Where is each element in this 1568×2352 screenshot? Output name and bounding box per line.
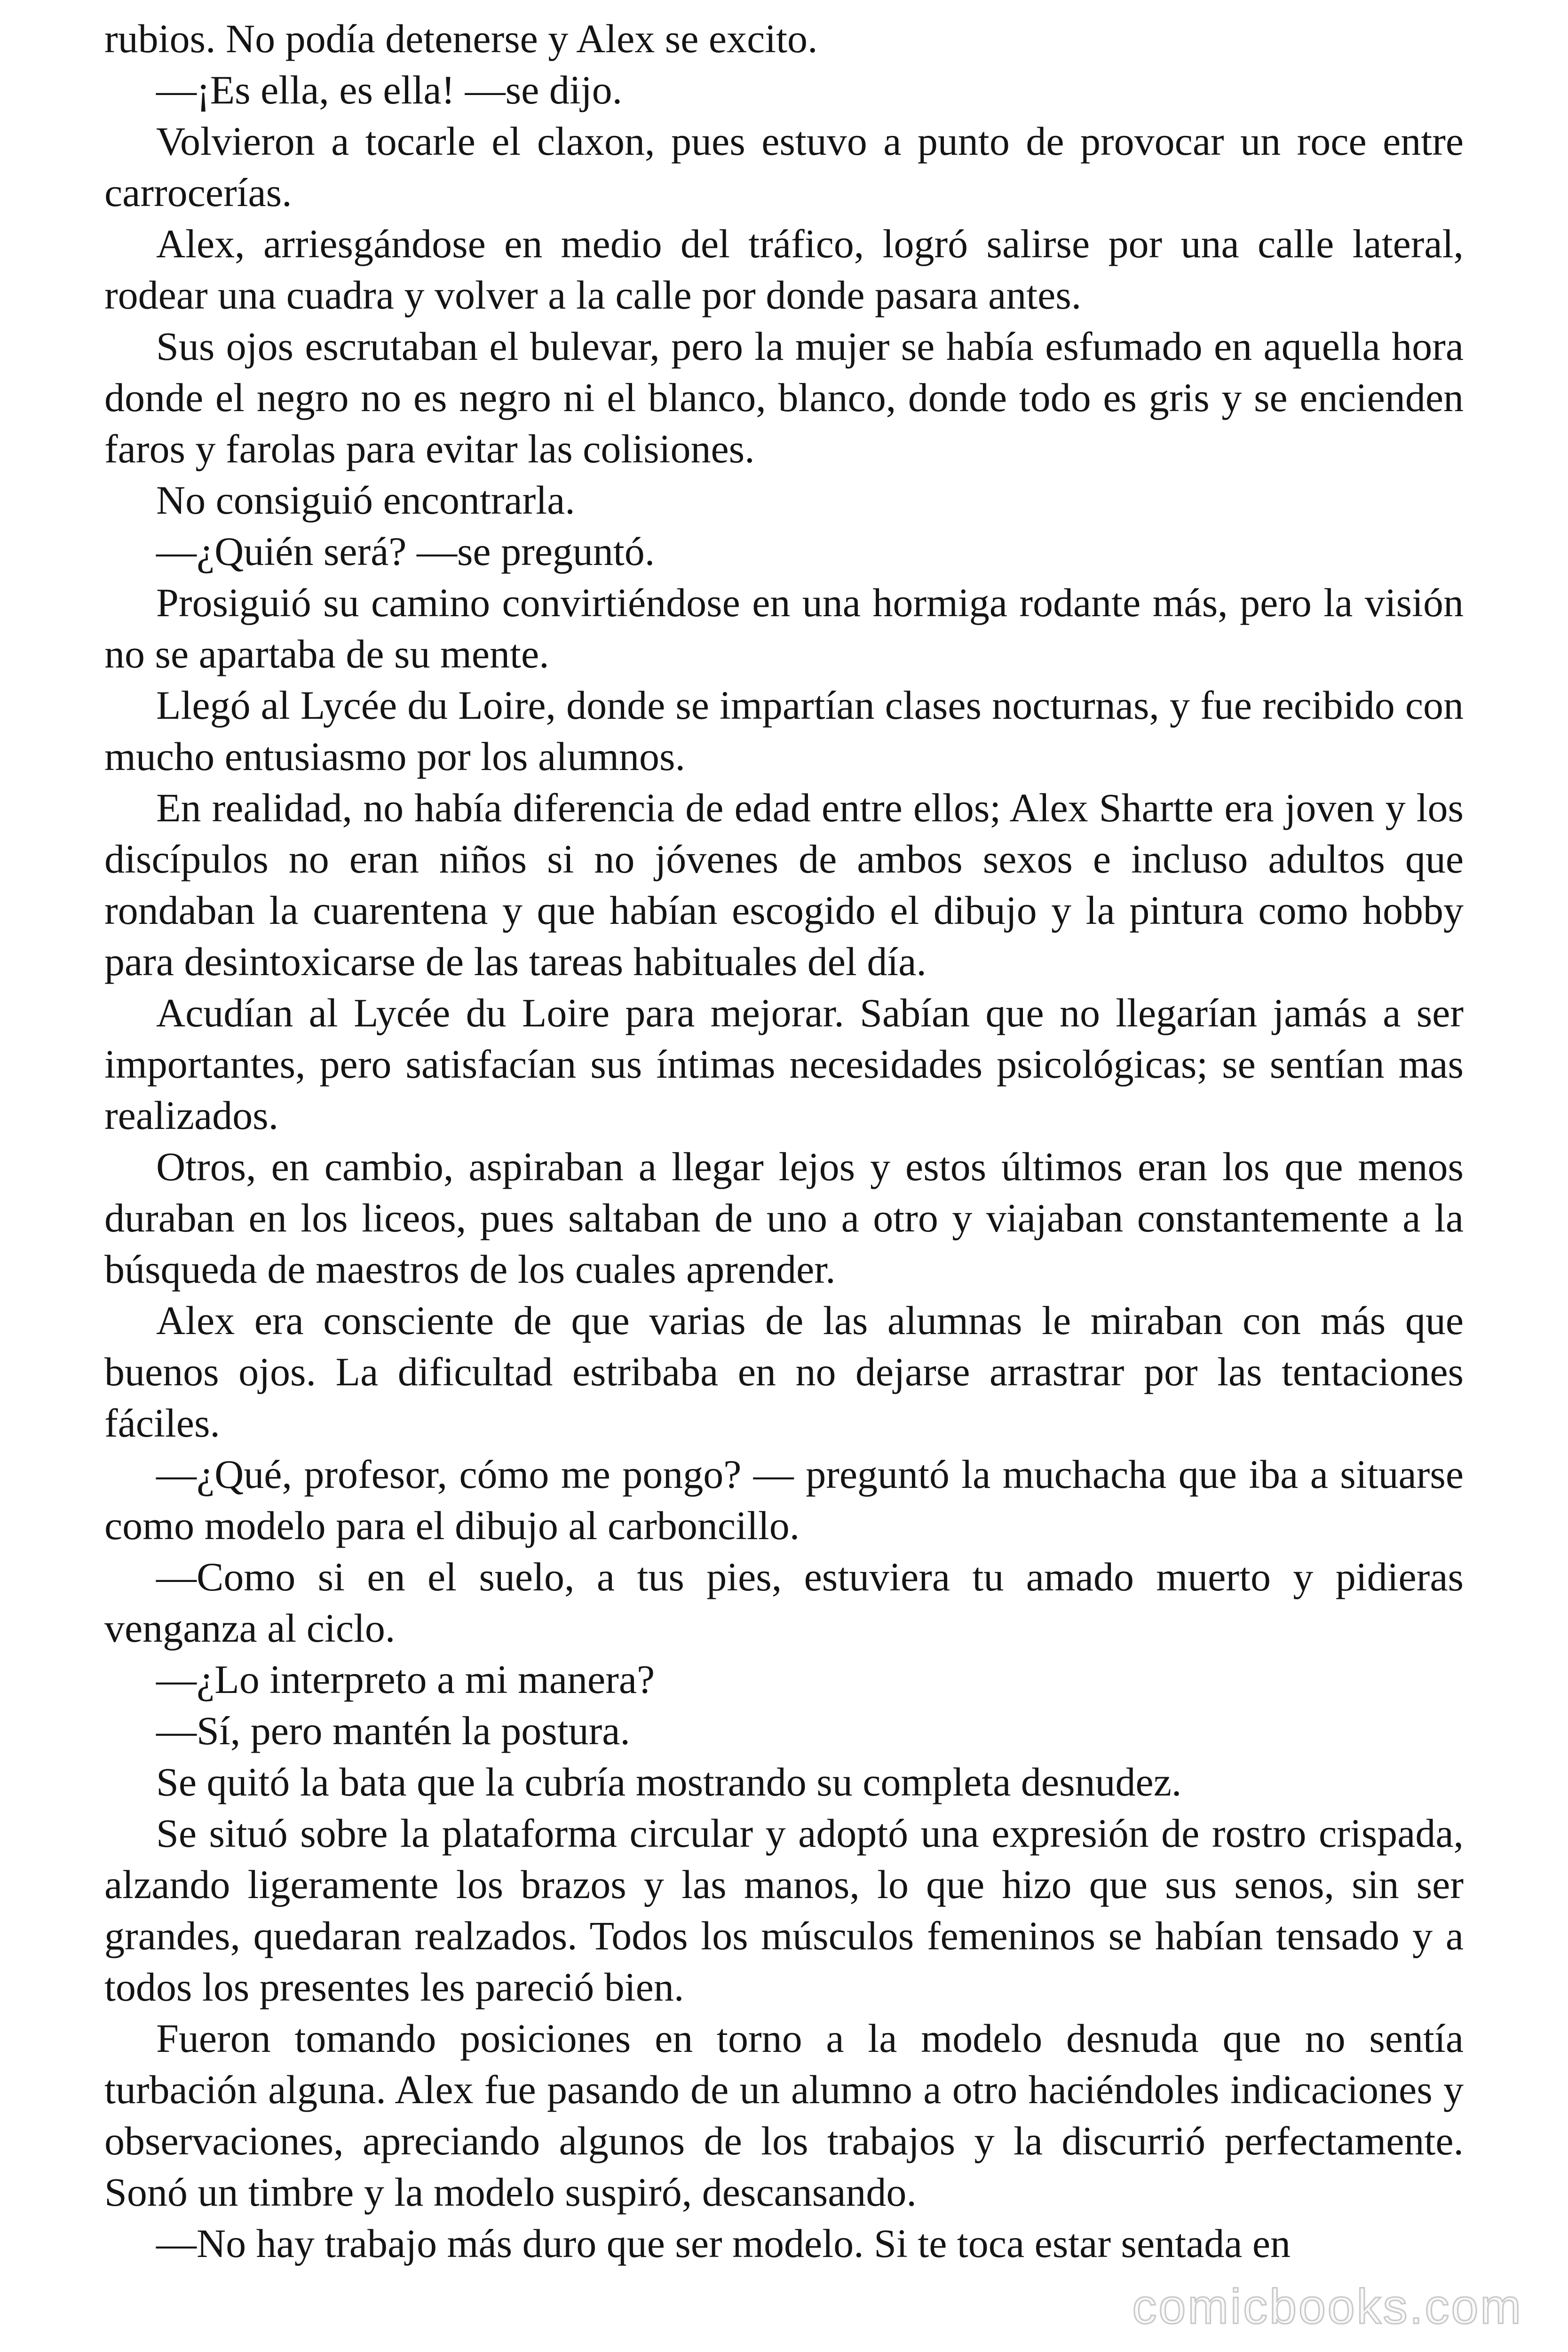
paragraph-dialogue: —Sí, pero mantén la postura. [156,1708,630,1753]
paragraph: Alex, arriesgándose en medio del tráfico, logró salirse por una calle lateral, rodear una cuadra y volver a la calle por donde pasara antes. [104,221,1464,318]
paragraph: Otros, en cambio, aspiraban a llegar lejos y estos últimos eran los que menos duraban en los liceos, pues saltaban de uno a otro y viajaban constantemente a la búsqueda de maestros de los cuales aprender. [104,1144,1464,1292]
paragraph: Llegó al Lycée du Loire, donde se impartían clases nocturnas, y fue recibido con mucho entusiasmo por los alumnos. [104,683,1464,779]
paragraph: Volvieron a tocarle el claxon, pues estuvo a punto de provocar un roce entre carrocerías. [104,119,1464,215]
paragraph-continued: rubios. No podía detenerse y Alex se excito. [104,16,818,61]
paragraph-dialogue: —¿Quién será? —se preguntó. [156,529,655,574]
watermark: comicbooks.com [1132,2280,1523,2334]
paragraph-dialogue: —¡Es ella, es ella! —se dijo. [156,67,623,112]
page-text-body [104,13,1464,2269]
paragraph: Prosiguió su camino convirtiéndose en una hormiga rodante más, pero la visión no se apartaba de su mente. [104,580,1464,676]
paragraph-dialogue: —Como si en el suelo, a tus pies, estuviera tu amado muerto y pidieras venganza al ciclo. [104,1554,1464,1651]
paragraph: Se situó sobre la plataforma circular y adoptó una expresión de rostro crispada, alzando ligeramente los brazos y las manos, lo que hizo que sus senos, sin ser grandes, quedaran realzados. Todos los músculos femeninos se habían tensado y a todos los presentes les pareció bien. [104,1811,1464,2010]
paragraph: Alex era consciente de que varias de las alumnas le miraban con más que buenos ojos. La dificultad estribaba en no dejarse arrastrar por las tentaciones fáciles. [104,1298,1464,1446]
paragraph: Fueron tomando posiciones en torno a la modelo desnuda que no sentía turbación alguna. Alex fue pasando de un alumno a otro haciéndoles indicaciones y observaciones, apreciando algunos de los trabajos y la discurrió perfectamente. Sonó un timbre y la modelo suspiró, descansando. [104,2016,1464,2215]
paragraph-dialogue: —¿Qué, profesor, cómo me pongo? — preguntó la muchacha que iba a situarse como modelo para el dibujo al carboncillo. [104,1452,1464,1548]
paragraph: No consiguió encontrarla. [156,477,575,523]
paragraph-dialogue: —No hay trabajo más duro que ser modelo. Si te toca estar sentada en [156,2221,1291,2266]
paragraph: Se quitó la bata que la cubría mostrando su completa desnudez. [156,1759,1182,1804]
paragraph-dialogue: —¿Lo interpreto a mi manera? [156,1657,655,1702]
paragraph: Acudían al Lycée du Loire para mejorar. Sabían que no llegarían jamás a ser importantes, pero satisfacían sus íntimas necesidades psicológicas; se sentían mas realizados. [104,990,1464,1138]
paragraph: Sus ojos escrutaban el bulevar, pero la mujer se había esfumado en aquella hora donde el negro no es negro ni el blanco, blanco, donde todo es gris y se encienden faros y farolas para evitar las colisiones. [104,324,1464,471]
paragraph: En realidad, no había diferencia de edad entre ellos; Alex Shartte era joven y los discípulos no eran niños si no jóvenes de ambos sexos e incluso adultos que rondaban la cuarentena y que habían escogido el dibujo y la pintura como hobby para desintoxicarse de las tareas habituales del día. [104,785,1464,984]
